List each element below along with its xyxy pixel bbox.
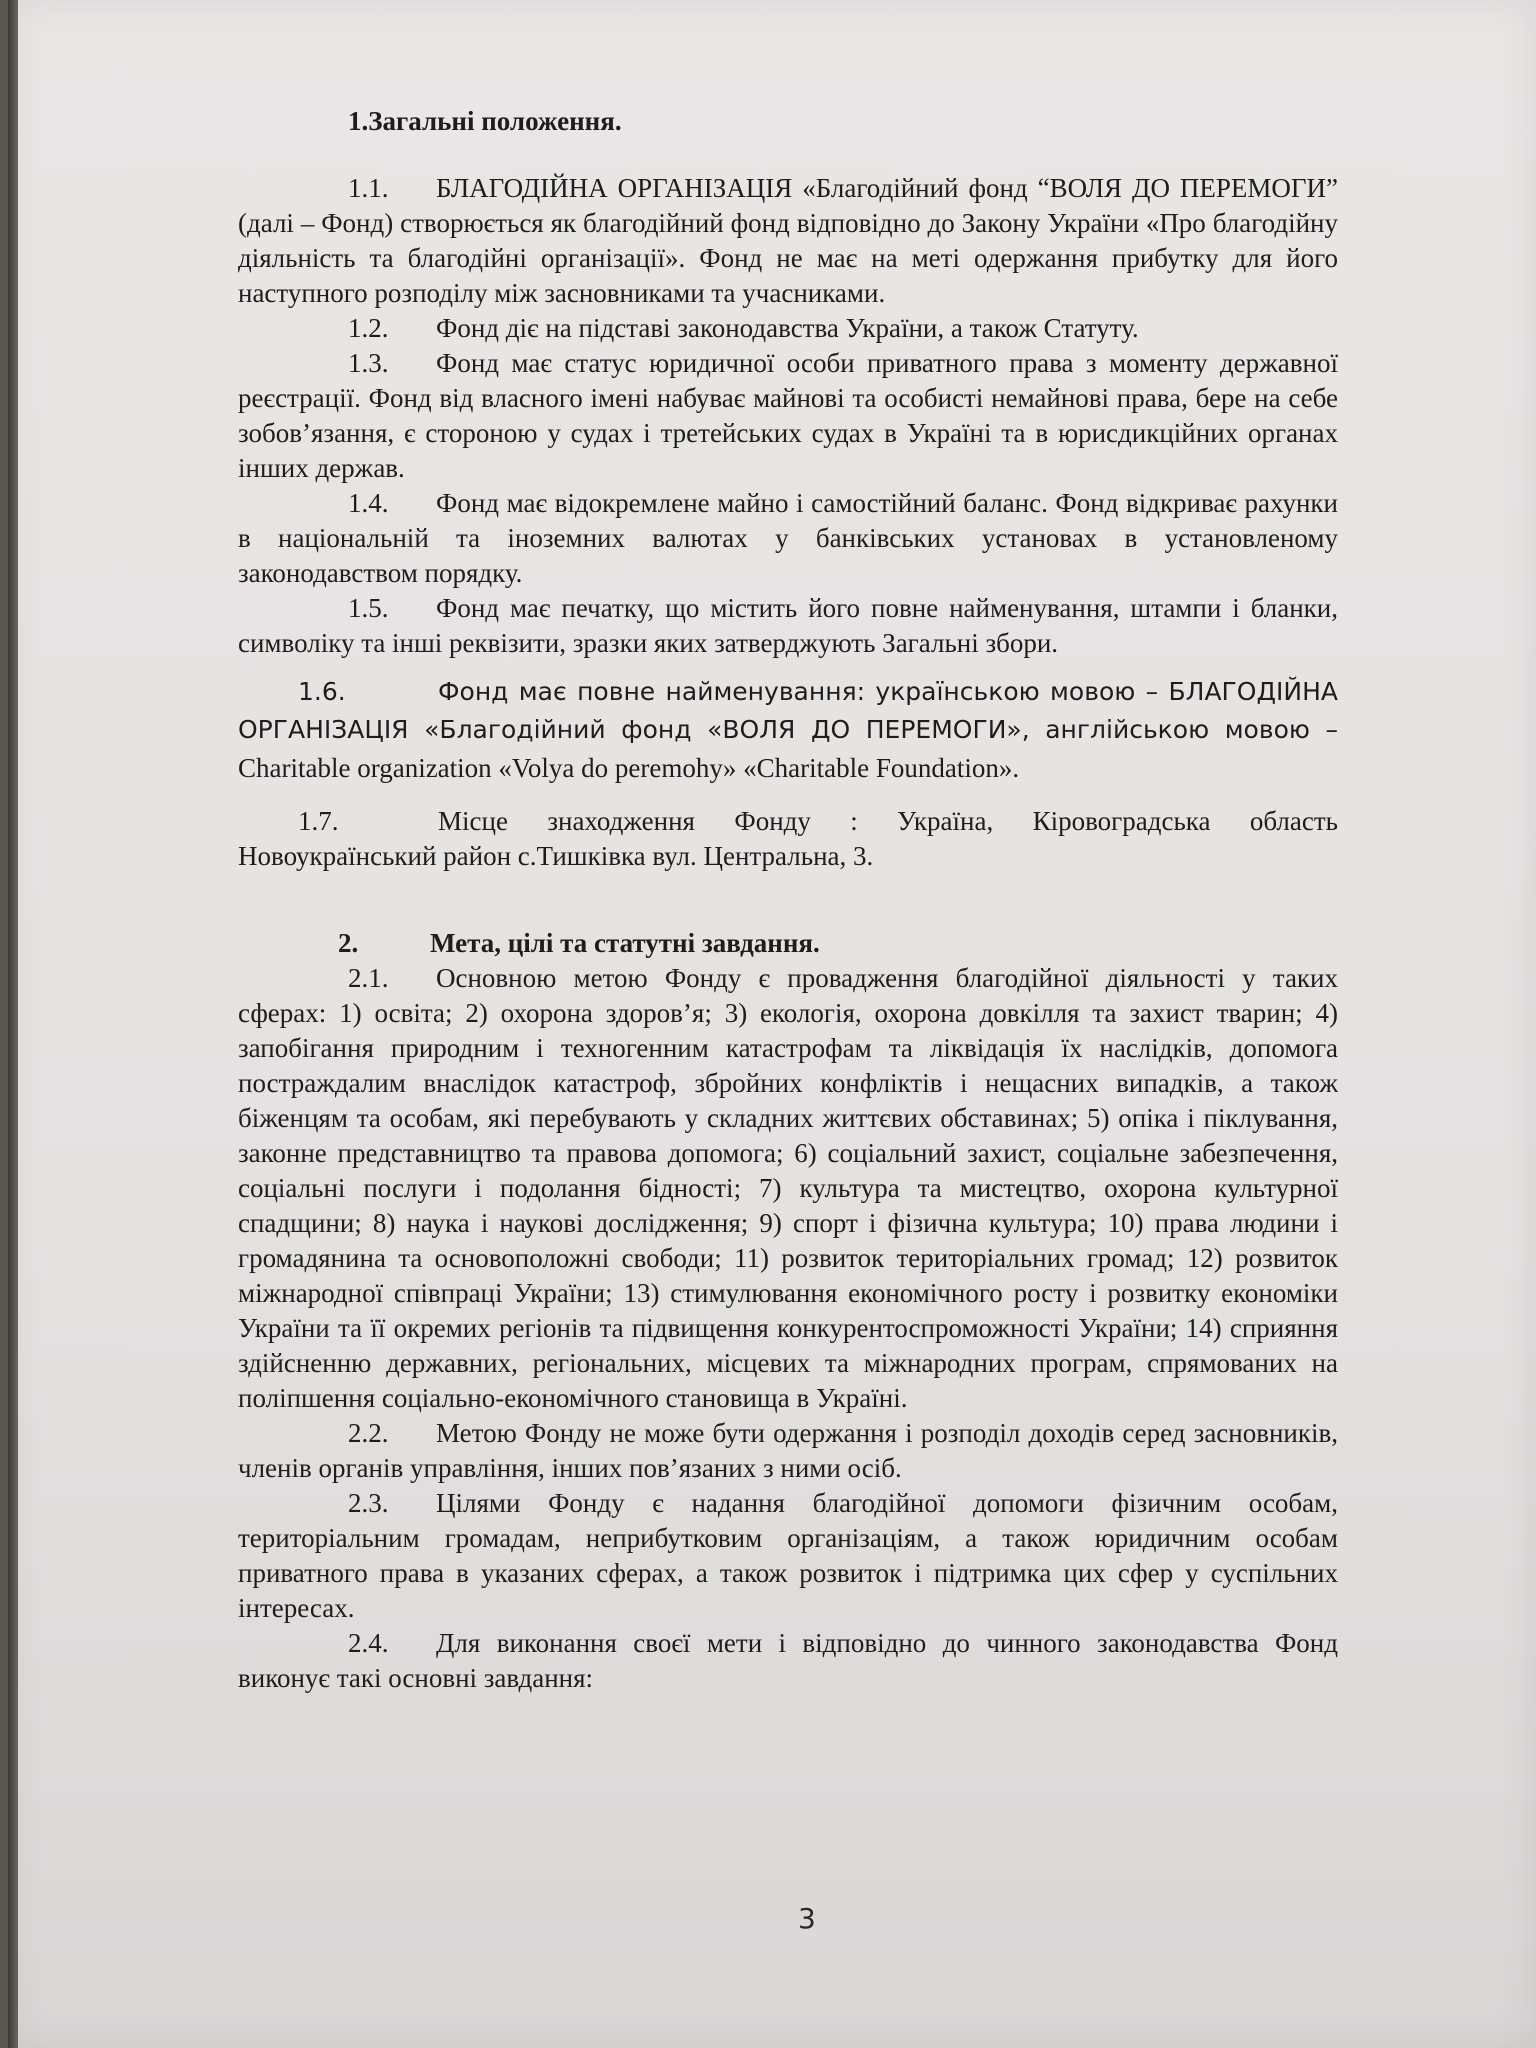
paragraph-number: 1.2.: [348, 313, 389, 343]
paragraph-1-3: [238, 346, 1338, 486]
paragraph-text: Основною метою Фонду є провадження благодійної діяльності у таких сферах: 1) освіта; 2) охорона здоров’я; 3) екологія, охорона довкілля та захист тварин; 4) запобігання природним і техногенним катастрофам та ліквідація їх наслідків, допомога постраждалим внаслідок катастроф, збройних конфліктів і нещасних випадків, а також біженцям та особам, які перебувають у складних життєвих обставинах; 5) опіка і піклування, законне представництво та правова допомога; 6) соціальний захист, соціальне забезпечення, соціальні послуги і подолання бідності; 7) культура та мистецтво, охорона культурної спадщини; 8) наука і наукові дослідження; 9) спорт і фізична культура; 10) права людини і громадянина та основоположні свободи; 11) розвиток територіальних громад; 12) розвиток міжнародної співпраці України; 13) стимулювання економічного росту і розвитку економіки України та її окремих регіонів та підвищення конкурентоспроможності України; 14) сприяння здійсненню державних, регіональних, місцевих та міжнародних програм, спрямованих на поліпшення соціально-економічного становища в Україні.: [238, 963, 1338, 1413]
paragraph-number: 1.4.: [348, 488, 389, 518]
paragraph-text: Фонд має відокремлене майно і самостійний баланс. Фонд відкриває рахунки в національній та іноземних валютах у банківських установах в установленому законодавством порядку.: [238, 488, 1338, 588]
paragraph-number: 1.5.: [348, 593, 389, 623]
section-1-title: 1.Загальні положення.: [348, 106, 622, 136]
page-number: 3: [798, 1902, 816, 1935]
paragraph-text: Місце знаходження Фонду : Україна, Кіровоградська область Новоукраїнський район с.Тишківка вул. Центральна, 3.: [238, 806, 1338, 871]
paragraph-2-1: [238, 961, 1338, 1416]
paragraph-text-english: Charitable organization «Volya do peremohy» «Charitable Foundation».: [238, 753, 1020, 783]
paragraph-number: 2.1.: [348, 963, 389, 993]
paragraph-2-3: [238, 1486, 1338, 1626]
paragraph-1-1: [238, 171, 1338, 311]
paragraph-text: БЛАГОДІЙНА ОРГАНІЗАЦІЯ «Благодійний фонд “ВОЛЯ ДО ПЕРЕМОГИ” (далі – Фонд) створюється як благодійний фонд відповідно до Закону України «Про благодійну діяльність та благодійні організації». Фонд не має на меті одержання прибутку для його наступного розподілу між засновниками та учасниками.: [238, 173, 1338, 308]
paragraph-number: 1.6.: [298, 677, 346, 706]
page-edge: [8, 0, 18, 2048]
paragraph-1-5: [238, 591, 1338, 661]
paragraph-number: 1.1.: [348, 173, 389, 203]
paragraph-text: Фонд діє на підставі законодавства України, а також Статуту.: [436, 313, 1139, 343]
paragraph-2-2: [238, 1416, 1338, 1486]
paragraph-text-ukrainian: Фонд має повне найменування: українською мовою – БЛАГОДІЙНА ОРГАНІЗАЦІЯ «Благодійний фонд «ВОЛЯ ДО ПЕРЕМОГИ», англійською мовою –: [238, 677, 1338, 744]
paragraph-1-6: [238, 673, 1338, 788]
section-2-title: [238, 926, 1338, 961]
paragraph-text: Для виконання своєї мети і відповідно до чинного законодавства Фонд виконує такі основні завдання:: [238, 1628, 1338, 1693]
paragraph-text: Фонд має печатку, що містить його повне найменування, штампи і бланки, символіку та інші реквізити, зразки яких затверджують Загальні збори.: [238, 593, 1338, 658]
paragraph-number: 1.3.: [348, 348, 389, 378]
paragraph-1-4: [238, 486, 1338, 591]
paragraph-text: Фонд має статус юридичної особи приватного права з моменту державної реєстрації. Фонд від власного імені набуває майнові та особисті немайнові права, бере на себе зобов’язання, є стороною у судах і третейських судах в Україні та в юрисдикційних органах інших держав.: [238, 348, 1338, 483]
paragraph-number: 2.4.: [348, 1628, 389, 1658]
section-number: 2.: [338, 928, 359, 958]
paragraph-number: 2.3.: [348, 1488, 389, 1518]
paragraph-1-2: [238, 311, 1338, 346]
paragraph-text: Метою Фонду не може бути одержання і розподіл доходів серед засновників, членів органів управління, інших пов’язаних з ними осіб.: [238, 1418, 1338, 1483]
paragraph-text: Цілями Фонду є надання благодійної допомоги фізичним особам, територіальним громадам, неприбутковим організаціям, а також юридичним особам приватного права в указаних сферах, а також розвиток і підтримка цих сфер у суспільних інтересах.: [238, 1488, 1338, 1623]
paragraph-number: 1.7.: [298, 806, 339, 836]
document-body: [238, 104, 1338, 1696]
section-title-text: Мета, цілі та статутні завдання.: [430, 928, 820, 958]
paragraph-2-4: [238, 1626, 1338, 1696]
paragraph-number: 2.2.: [348, 1418, 389, 1448]
paragraph-1-7: [238, 804, 1338, 874]
document-page: [8, 0, 1536, 2048]
